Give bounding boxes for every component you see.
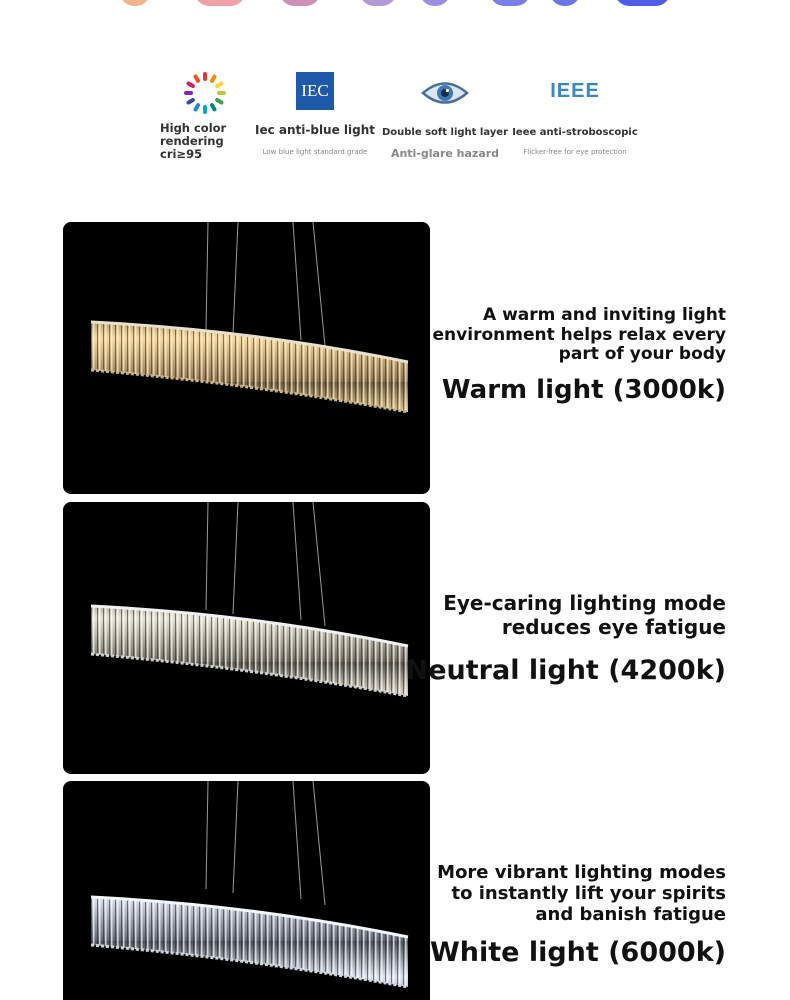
mode-title: Warm light (3000k) — [441, 374, 726, 405]
mode-description: More vibrant lighting modes to instantly lift your spirits and banish fatigue — [437, 862, 726, 925]
mode-title: Neutral light (4200k) — [405, 655, 726, 686]
feature-subtitle: Flicker-free for eye protection — [523, 148, 627, 156]
feature-anti-stroboscopic — [510, 60, 640, 170]
caption-warm — [426, 306, 726, 405]
mode-title: White light (6000k) — [429, 937, 726, 968]
chandelier-white-illustration — [63, 781, 430, 1000]
feature-subtitle: Anti-glare hazard — [390, 147, 500, 160]
ieee-logo-icon — [550, 80, 600, 103]
chandelier-photo-white — [63, 781, 430, 1000]
eye-icon — [420, 78, 470, 108]
feature-title: High color rendering cri≥95 — [160, 121, 227, 161]
feature-color-rendering — [160, 60, 250, 170]
feature-row — [150, 60, 650, 170]
caption-white — [426, 862, 726, 968]
chandelier-photo-neutral — [63, 502, 430, 774]
mode-description: Eye-caring lighting mode reduces eye fatigue — [443, 591, 726, 639]
chandelier-photo-warm — [63, 222, 430, 494]
feature-title: Ieee anti-stroboscopic — [512, 127, 638, 138]
feature-title: Double soft light layer — [381, 127, 509, 138]
chandelier-warm-illustration — [63, 222, 430, 494]
iec-logo-text: IEC — [301, 81, 329, 100]
feature-title: Iec anti-blue light — [254, 123, 376, 137]
mode-description: A warm and inviting light environment helps relax every part of your body — [432, 305, 726, 364]
feature-subtitle: Low blue light standard grade — [262, 148, 368, 156]
caption-neutral — [405, 591, 726, 686]
color-wheel-icon — [182, 70, 228, 116]
feature-soft-light — [380, 60, 510, 170]
iec-logo-icon — [296, 72, 334, 110]
ieee-logo-text: IEEE — [550, 80, 600, 102]
chandelier-neutral-illustration — [63, 502, 430, 774]
feature-anti-blue — [250, 60, 380, 170]
top-decorative-letters — [0, 0, 790, 12]
